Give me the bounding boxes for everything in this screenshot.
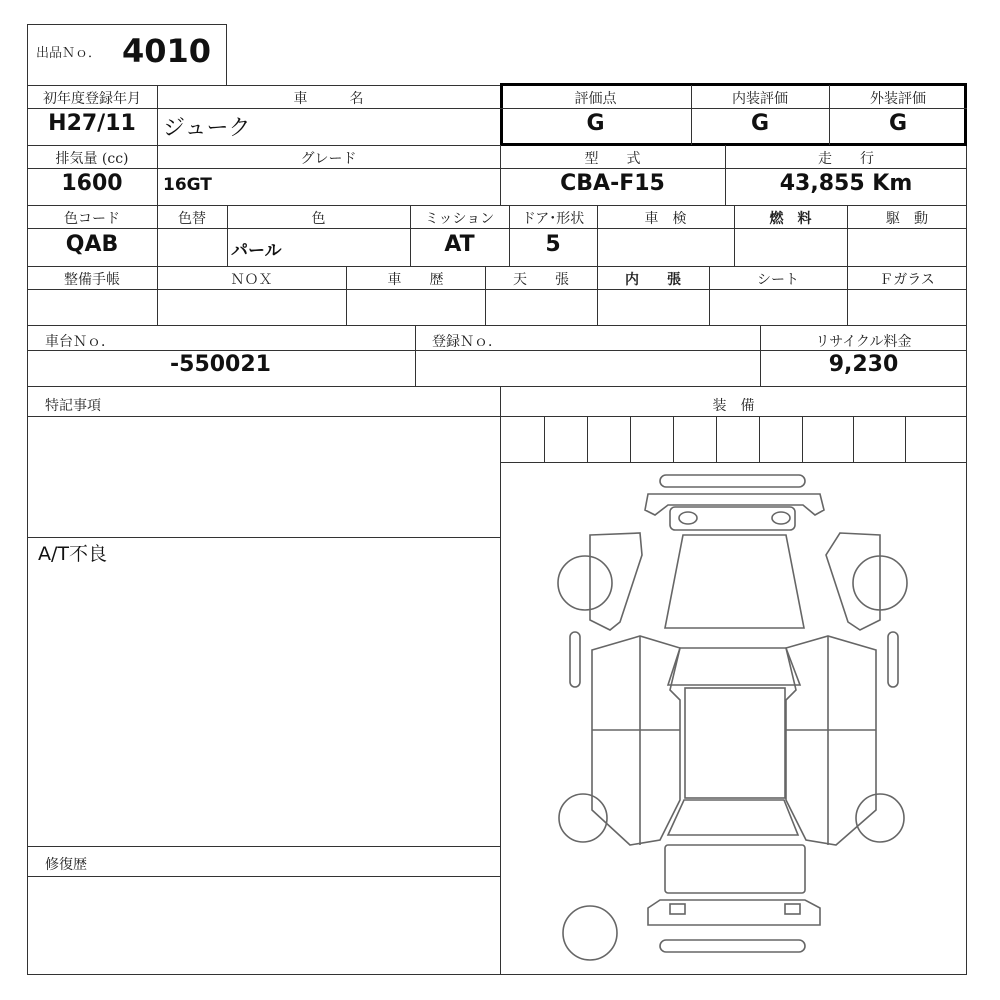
history-label: 車 歴 [387,272,444,288]
grade-label: グレード [300,151,357,167]
car-diagram [501,463,966,974]
exterior-value: G [888,111,908,136]
transmission-label: ミッション [424,211,495,227]
notes-text: A/T不良 [38,543,108,565]
doors-value: 5 [545,232,561,257]
notes-label: 特記事項 [45,398,101,414]
displacement-label: 排気量 (cc) [55,151,129,167]
recycle-value: 9,230 [828,352,899,377]
glass-label: Ｆガラス [879,272,935,288]
registration-label: 登録Ｎｏ． [432,334,502,350]
score-label: 評価点 [574,91,617,107]
displacement-value: 1600 [61,171,123,196]
drive-label: 駆 動 [886,211,928,227]
interior-value: G [750,111,770,136]
lot-number: 4010 [122,32,212,70]
inspection-label: 車 検 [644,211,687,227]
car-name-value: ジューク [163,116,251,141]
transmission-value: AT [444,232,475,257]
exterior-label: 外装評価 [870,91,926,107]
first-reg-value: H27/11 [48,111,136,136]
interior-label: 内装評価 [732,91,788,107]
nox-label: ＮＯＸ [230,272,273,288]
color-label: 色 [311,211,326,227]
equipment-label: 装 備 [712,398,755,414]
model-value: CBA-F15 [560,171,665,196]
color-code-value: QAB [65,232,119,257]
color-value: パール [231,241,282,261]
repair-label: 修復歴 [45,857,87,873]
mileage-label: 走 行 [818,151,874,167]
grade-value: 16GT [163,175,212,195]
color-code-label: 色コード [64,211,120,227]
seat-label: シート [757,272,799,288]
score-value: G [586,111,605,136]
repaint-label: 色替 [178,211,206,227]
chassis-label: 車台Ｎｏ． [45,334,115,350]
fuel-label: 燃 料 [769,211,812,227]
lot-label: 出品Ｎｏ． [36,46,102,61]
first-reg-label: 初年度登録年月 [43,91,141,107]
model-label: 型 式 [584,151,641,167]
doors-label: ドア･形状 [521,211,585,227]
mileage-value: 43,855 Km [779,171,913,196]
inner-label: 内 張 [625,272,681,288]
roof-label: 天 張 [513,272,569,288]
chassis-value: -550021 [170,352,271,377]
maintenance-label: 整備手帳 [64,272,120,288]
car-name-label: 車 名 [293,91,364,107]
recycle-label: リサイクル料金 [815,334,912,350]
